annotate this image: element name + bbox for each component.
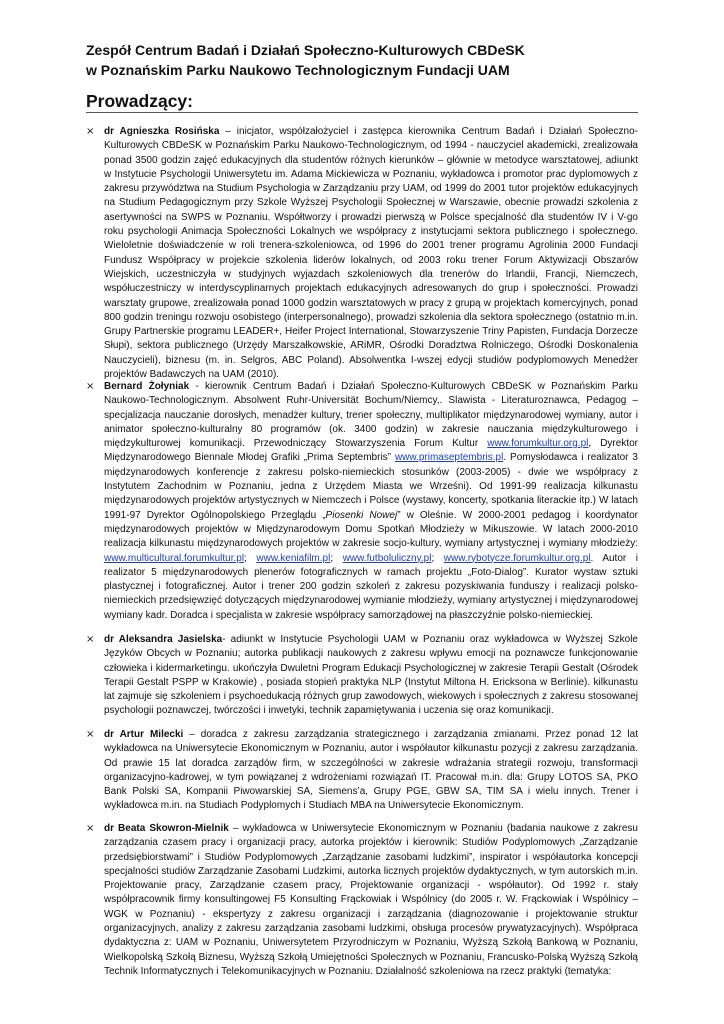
website-link[interactable]: www.primaseptembris.pl <box>394 452 504 464</box>
person-bio: . Pomysłodawca i realizator 3 międzynarodowych konferencje z zakresu polsko-niemieckich stosunków (2003-2005) - dwie we współpracy z Instytutem Zachodnim w Poznaniu, jedna z Urzędem Miasta we Wrześni). Od 1991-99 realizacja kilkunastu międzynarodowych projektów artystycznych w Niemczech i Polsce (wystawy, koncerty, spotkania literackie itp.) W latach 1991-97 Dyrektor Ogólnopolskiego Przeglądu „ <box>104 452 638 521</box>
person-entry <box>104 728 638 814</box>
person-bio: ” w Oleśnie. W 2000-2001 pedagog i koordynator międzynarodowych projektów w Międzynarodowym Domu Spotkań Młodzieży w Mikuszowie. W latach 2000-2010 realizacja kilkunastu międzynarodowych projektów w zakresie socjo-kultury, wymiany artystycznej i wymiany młodzieży: <box>104 509 638 550</box>
separator: ; <box>244 552 257 564</box>
separator: ; <box>431 552 444 564</box>
person-entry <box>104 380 638 623</box>
bullet-icon: × <box>86 729 95 740</box>
title-line-2: w Poznańskim Parku Naukowo Technologicznym Fundacji UAM <box>86 62 510 78</box>
person-name: dr Agnieszka Rosińska <box>104 126 220 137</box>
section-heading: Prowadzący: <box>86 91 193 111</box>
website-link[interactable]: www.futboluliczny.pl <box>342 552 432 564</box>
bullet-icon: × <box>86 634 95 645</box>
separator: ; <box>330 552 343 564</box>
person-bio: . Autor i realizator 5 międzynarodowych plenerów fotograficznych w ramach projektu „Foto-Dialog”. Kurator wystaw sztuki plastycznej i fotograficznej. Autor i trener 200 godzin szkoleń z zakresu pozyskiwania funduszy i realizacji polsko-niemieckich przedsięwzięć dotyczących międzynarodowej wymianie młodzieży, wymiany artystycznej i międzynarodowej wymiany kadr. Doradca i specjalista w zakresie współpracy samorządowej na płaszczyźnie polsko-niemieckiej. <box>104 552 639 621</box>
person-entry <box>104 822 638 979</box>
heading-rule <box>86 112 638 113</box>
website-link[interactable]: www.multicultural.forumkultur.pl <box>104 552 245 564</box>
person-name: dr Beata Skowron-Mielnik <box>104 823 229 834</box>
bullet-icon: × <box>86 381 95 392</box>
document-title <box>86 40 646 80</box>
person-entry <box>104 633 638 719</box>
person-entry <box>104 125 638 382</box>
person-name: Bernard Żołyniak <box>104 381 190 392</box>
person-bio: , Dyrektor Międzynarodowego Biennale Młodej Grafiki „Prima Septembris” <box>104 438 638 464</box>
person-bio: – inicjator, współzałożyciel i zastępca kierownika Centrum Badań i Działań Społeczno-Kulturowych CBDeSK w Poznańskim Parku Naukowo-Technologicznym, od 1994 - nauczyciel akademicki, zrealizowała ponad 3500 godzin zajęć edukacyjnych dla studentów różnych kierunków – głównie w metodyce warsztatowej, adiunkt w Instytucie Psychologii Uniwersytetu im. Adama Mickiewicza w Poznaniu, wykładowca i promotor prac dyplomowych z zakresu przywództwa na Studium Psychologia w Zarządzaniu przy UAM, od 1999 do 2001 tutor projektów edukacyjnych na Studium Pedagogicznym przy Szkole Wyższej Psychologii Społecznej w Warszawie, obecnie prowadzi szkolenia z asertywności na SWPS w Poznaniu. Współtworzy i prowadzi pierwszą w Polsce specjalność dla studentów IV i V-go roku psychologii Animacja Społeczności Lokalnych we współpracy z instytucjami sektora publicznego i społecznego. Wieloletnie doświadczenie w roli trenera-szkoleniowca, od 1996 do 2001 trener programu Agrolinia 2000 Fundacji Fundusz Współpracy w projekcie szkolenia liderów lokalnych, od 2003 roku trener Forum Aktywizacji Obszarów Wiejskich, uczestniczyła w studyjnych wyjazdach szkoleniowych dla trenerów do Irlandii, Francji, Niemczech, współuczestniczy w interdyscyplinarnych projektach edukacyjnych adresowanych do grup i społeczności. Prowadzi warsztaty grupowe, zrealizowała ponad 1000 godzin warsztatowych w pracy z grupą w projektach komercyjnych, ponad 800 godzin treningu rozwoju osobistego (interpersonalnego), prowadzi szkolenia dla sektora społecznego (ostatnio m.in. Grupy Partnerskie programu LEADER+, Heifer Project International, Stowarzyszenie Triny Papisten, Fundacja Dorzecze Słupi), sektora publicznego (Urzędy Marszałkowskie, ARiMR, Ośrodki Doradztwa Rolniczego, Ośrodki Doskonalenia Nauczycieli), biznesu (m. in. Selgros, ABC Poland). Absolwentka I-wszej edycji studiów podyplomowych Menedżer projektów Badawczych na UAM (2010). <box>104 126 638 381</box>
bullet-icon: × <box>86 126 95 137</box>
festival-name: Piosenki Nowej <box>325 509 398 521</box>
title-line-1: Zespół Centrum Badań i Działań Społeczno-Kulturowych CBDeSK <box>86 42 525 58</box>
person-bio: – doradca z zakresu zarządzania strategicznego i zarządzania zmianami. Przez ponad 12 lat wykładowca na Uniwersytecie Ekonomicznym w Poznaniu, autor i współautor kilkunastu pozycji z zakresu zarządzania. Od prawie 15 lat doradca zarządów firm, w szczególności w zakresie wdrażania strategii rozwoju, transformacji organizacyjno-kadrowej, w tym powiązanej z wdrożeniami rozwiązań IT. Pracował m.in. dla: Grupy LOTOS SA, PKO Bank Polski SA, Kompanii Piwowarskiej SA, Siemens’a, Grupy PGE, GBW SA, TIM SA i wielu innych. Trener i wykładowca m.in. na Studiach Podyplomych i Studiach MBA na Uniwersytecie Ekonomicznym. <box>104 729 638 812</box>
bullet-icon: × <box>86 823 95 834</box>
website-link[interactable]: www.keniafilm.pl <box>256 552 331 564</box>
website-link[interactable]: www.rybotycze.forumkultur.org.pl <box>443 552 591 564</box>
person-bio: – wykładowca w Uniwersytecie Ekonomicznym w Poznaniu (badania naukowe z zakresu zarządzania czasem pracy i organizacji pracy, autorka projektów i kierownik: Studiów Podyplomowych „Zarządzanie przedsiębiorstwami” i Studiów Podyplomowych „Zarządzanie zasobami ludzkimi”, inspirator i współautorka koncepcji specjalności studiów Zarządzanie Zasobami Ludzkimi, autorka licznych projektów dydaktycznych, w tym autorskich m.in. Projektowanie pracy, Zarządzanie czasem pracy, Projektowanie organizacji - współautor). Od 1992 r. stały współpracownik firmy konsultingowej F5 Konsulting Frąckowiak i Wspólnicy (do 2005 r. W. Frąckowiak i Wspólnicy – WGK w Poznaniu) - ekspertyzy z zakresu organizacji i zarządzania (diagnozowanie i projektowanie struktur organizacyjnych, analizy z zakresu zarządzania zasobami ludzkimi, obsługa procesów prywatyzacyjnych). Współpraca dydaktyczna z: UAM w Poznaniu, Uniwersytetem Przyrodniczym w Poznaniu, Wyższą Szkołą Bankową w Poznaniu, Wielkopolską Szkołą Biznesu, Wyższą Szkołą Umiejętności Społecznych w Poznaniu, Francusko-Polską Wyższą Szkołą Technik Informatycznych i Telekomunikacyjnych w Poznaniu. Działalność szkoleniowa na rzecz praktyki (tematyka: <box>104 823 638 977</box>
person-name: dr Aleksandra Jasielska <box>104 634 223 645</box>
person-name: dr Artur Milecki <box>104 729 184 740</box>
person-bio: - adiunkt w Instytucie Psychologii UAM w Poznaniu oraz wykładowca w Wyższej Szkole Języków Obcych w Poznaniu; autorka publikacji naukowych z zakresu wpływu emocji na poznawcze funkcjonowanie człowieka i kidermarketingu. ukończyła Dwuletni Program Edukacji Psychologicznej w zakresie Terapii Gestalt (Ośrodek Terapii Gestalt PSPP w Krakowie) , posiada stopień praktyka NLP (Instytut Miltona H. Ericksona w Berlinie). kilkunastu lat zajmuje się szkoleniem i psychoedukacją różnych grup zawodowych, wiekowych i społecznych z zakresu stosowanej psychologii poznawczej, twórczości i inwetyki, technik zapamiętywania i uczenia się oraz komunikacji. <box>104 634 638 717</box>
person-bio: - kierownik Centrum Badań i Działań Społeczno-Kulturowych CBDeSK w Poznańskim Parku Naukowo-Technologicznym. Absolwent Ruhr-Universität Bochum/Niemcy,. Slawista - Literaturoznawca, Pedagog – specjalizacja nauczanie dorosłych, menadżer kultury, trener społeczny, multiplikator międzynarodowej wymiany, autor i animator społeczno-kulturalny 80 programów (ok. 3400 godzin) w zakresie nauczania międzykulturowego i międzykulturowej komunikacji. Przewodniczący Stowarzyszenia Forum Kultur <box>104 381 638 450</box>
website-link[interactable]: www.forumkultur.org.pl <box>487 438 589 450</box>
